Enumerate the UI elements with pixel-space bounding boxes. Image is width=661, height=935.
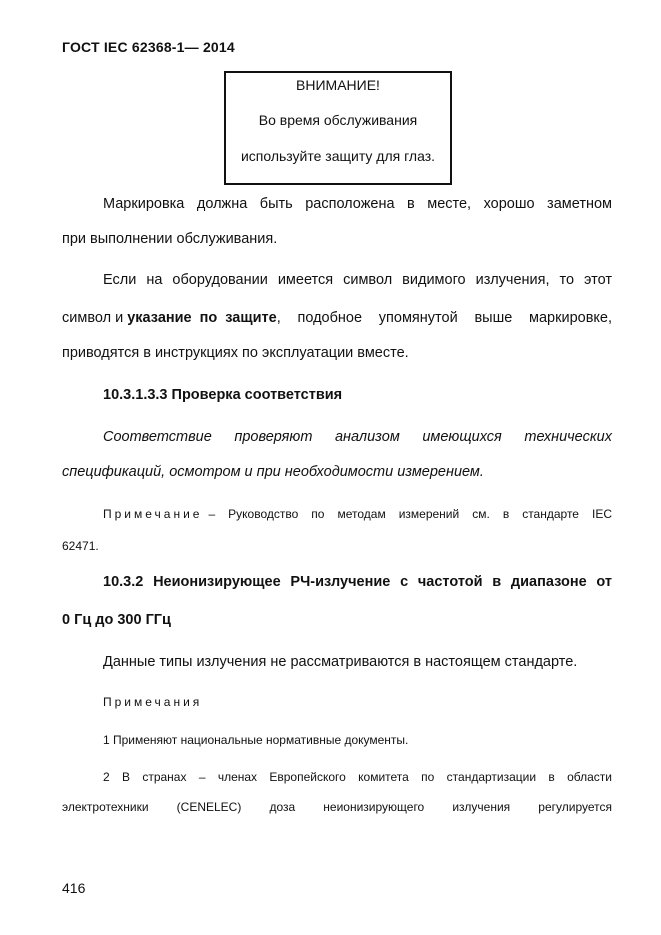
paragraph-1-line-2: при выполнении обслуживания.	[62, 231, 278, 247]
note-1-line-1	[103, 507, 612, 521]
section-heading-10-3-2-line-1: 10.3.2 Неионизирующее РЧ-излучение с частотой в диапазоне от	[103, 574, 612, 590]
compliance-line-2: спецификаций, осмотром и при необходимости измерением.	[62, 464, 484, 480]
note-1-text: – Руководство по методам измерений см. в стандарте IEC	[208, 507, 612, 521]
note-item-2-line-2: электротехники (CENELEC) доза неионизирующего излучения регулируется	[62, 800, 612, 814]
paragraph-2-line-2	[62, 310, 612, 326]
warning-line-1: Во время обслуживания	[258, 112, 418, 128]
compliance-line-1: Соответствие проверяют анализом имеющихся технических	[103, 429, 612, 445]
warning-box	[224, 71, 452, 185]
paragraph-2-line-3: приводятся в инструкциях по эксплуатации вместе.	[62, 345, 409, 361]
paragraph-2-bold-term: указание по защите	[127, 310, 277, 326]
note-item-1: 1 Применяют национальные нормативные документы.	[103, 733, 409, 747]
paragraph-2-line-1: Если на оборудовании имеется символ видимого излучения, то этот	[103, 272, 612, 288]
paragraph-3: Данные типы излучения не рассматриваются в настоящем стандарте.	[103, 654, 578, 670]
note-1-line-2: 62471.	[62, 539, 99, 553]
section-heading-10-3-1-3-3: 10.3.1.3.3 Проверка соответствия	[103, 387, 343, 403]
paragraph-2-text-pre: символ и	[62, 310, 128, 326]
notes-label: Примечания	[103, 695, 203, 709]
paragraph-1-line-1: Маркировка должна быть расположена в месте, хорошо заметном	[103, 196, 612, 212]
document-header: ГОСТ IEC 62368-1— 2014	[62, 39, 235, 55]
warning-title: ВНИМАНИЕ!	[296, 77, 380, 93]
paragraph-2-text-post: , подобное упомянутой выше маркировке,	[276, 310, 612, 326]
section-heading-10-3-2-line-2: 0 Гц до 300 ГГц	[62, 612, 171, 628]
page-number: 416	[62, 880, 86, 896]
note-item-2-line-1: 2 В странах – членах Европейского комитета по стандартизации в области	[103, 770, 612, 784]
warning-line-2: используйте защиту для глаз.	[240, 148, 436, 164]
note-1-label: Примечание	[103, 507, 203, 521]
